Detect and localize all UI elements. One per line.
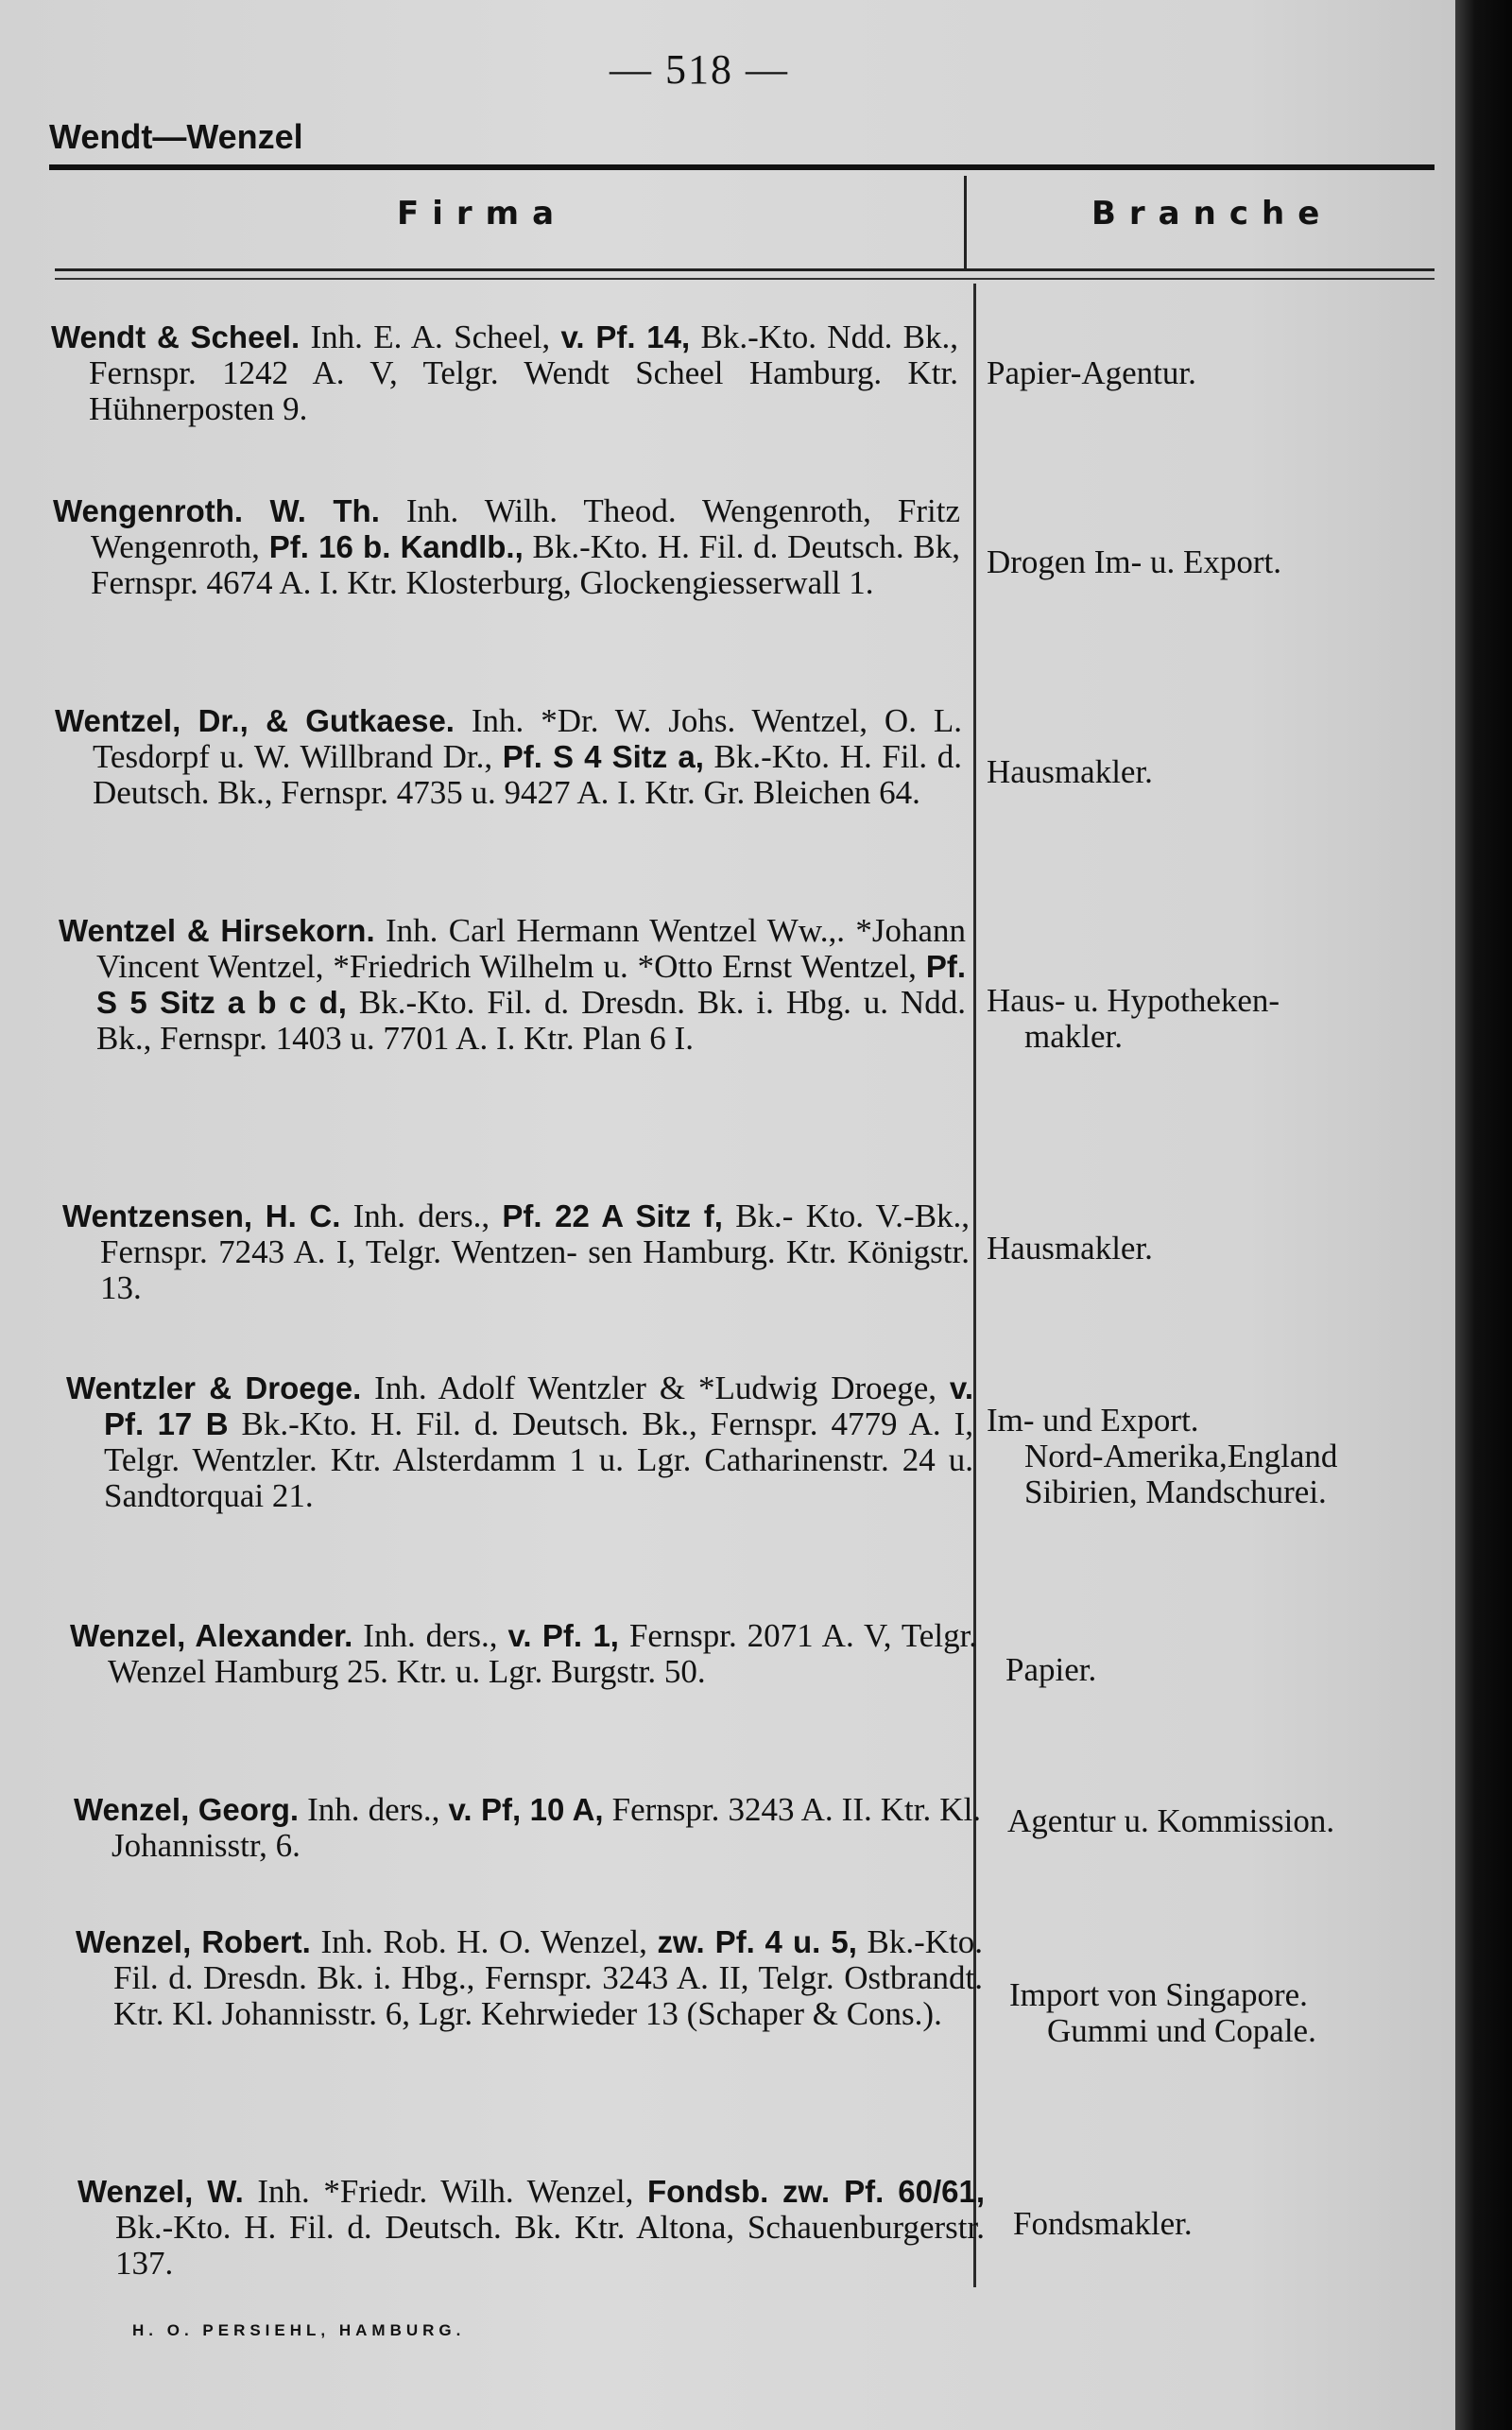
entry-firma: Wentzel, Dr., & Gutkaese. Inh. *Dr. W. Johs. Wentzel, O. L. Tesdorpf u. W. Willbrand Dr., Pf. S 4 Sitz a, Bk.-Kto. H. Fil. d. Deutsch. Bk., Fernspr. 4735 u. 9427 A. I. Ktr. Gr. Bleichen 64. <box>55 702 962 811</box>
header-rule <box>49 164 1435 170</box>
entry-firma: Wenzel, Robert. Inh. Rob. H. O. Wenzel, zw. Pf. 4 u. 5, Bk.-Kto. Fil. d. Dresdn. Bk. i. Hbg., Fernspr. 3243 A. II, Telgr. Ostbrandt. Ktr. Kl. Johannisstr. 6, Lgr. Kehrwieder 13 (Schaper & Cons.). <box>76 1923 984 2032</box>
firm-name: Wentzler & Droege. <box>66 1370 362 1405</box>
firm-name: Wenzel, Alexander. <box>70 1618 353 1653</box>
entry-firma: Wentzel & Hirsekorn. Inh. Carl Hermann Wentzel Ww.,. *Johann Vincent Wentzel, *Friedrich Wilhelm u. *Otto Ernst Wentzel, Pf. S 5 Sitz a b c d, Bk.-Kto. Fil. d. Dresdn. Bk. i. Hbg. u. Ndd. Bk., Fernspr. 1403 u. 7701 A. I. Ktr. Plan 6 I. <box>59 912 967 1057</box>
entry-branche: Hausmakler. <box>987 753 1153 790</box>
entry-branche: Papier. <box>1005 1651 1097 1688</box>
entry-branche: Hausmakler. <box>987 1230 1153 1267</box>
firm-name: Wenzel, Robert. <box>76 1924 311 1959</box>
column-header-firma: Firma <box>397 195 568 233</box>
entry-branche: Im- und Export. Nord-Amerika,England Sibirien, Mandschurei. <box>987 1402 1338 1510</box>
firm-name: Wengenroth. W. Th. <box>53 493 380 528</box>
entry-firma: Wenzel, Alexander. Inh. ders., v. Pf. 1, Fernspr. 2071 A. V, Telgr. Wenzel Hamburg 25. Ktr. u. Lgr. Burgstr. 50. <box>70 1617 978 1690</box>
entry-branche: Drogen Im- u. Export. <box>987 543 1282 580</box>
running-head: Wendt—Wenzel <box>49 117 303 156</box>
entry-firma: Wengenroth. W. Th. Inh. Wilh. Theod. Wengenroth, Fritz Wengenroth, Pf. 16 b. Kandlb., Bk.-Kto. H. Fil. d. Deutsch. Bk, Fernspr. 4674 A. I. Ktr. Klosterburg, Glockengiesserwall 1. <box>53 492 960 601</box>
entry-branche: Haus- u. Hypotheken- makler. <box>987 982 1280 1055</box>
entry-firma: Wenzel, Georg. Inh. ders., v. Pf, 10 A, Fernspr. 3243 A. II. Ktr. Kl. Johannisstr, 6. <box>74 1791 982 1864</box>
entry-branche: Agentur u. Kommission. <box>1007 1802 1335 1839</box>
firm-name: Wendt & Scheel. <box>51 319 301 354</box>
firm-name: Wentzensen, H. C. <box>62 1198 341 1233</box>
entry-firma: Wendt & Scheel. Inh. E. A. Scheel, v. Pf. 14, Bk.-Kto. Ndd. Bk., Fernspr. 1242 A. V, Telgr. Wendt Scheel Hamburg. Ktr. Hühnerposten 9. <box>51 319 959 427</box>
entry-branche: Fondsmakler. <box>1013 2205 1193 2242</box>
printer-imprint: H. O. PERSIEHL, HAMBURG. <box>132 2321 466 2339</box>
entry-firma: Wenzel, W. Inh. *Friedr. Wilh. Wenzel, Fondsb. zw. Pf. 60/61, Bk.-Kto. H. Fil. d. Deutsch. Bk. Ktr. Altona, Schauenburgerstr. 137. <box>77 2173 986 2282</box>
header-double-rule-bottom <box>55 278 1435 280</box>
page-number: — 518 — <box>610 46 789 93</box>
column-header-branche: Branche <box>1091 195 1333 233</box>
entry-firma: Wentzensen, H. C. Inh. ders., Pf. 22 A Sitz f, Bk.- Kto. V.-Bk., Fernspr. 7243 A. I, Telgr. Wentzen- sen Hamburg. Ktr. Königstr. 13. <box>62 1198 971 1306</box>
entry-branche: Import von Singapore. Gummi und Copale. <box>1009 1976 1316 2049</box>
entry-firma: Wentzler & Droege. Inh. Adolf Wentzler & *Ludwig Droege, v. Pf. 17 B Bk.-Kto. H. Fil. d. Deutsch. Bk., Fernspr. 4779 A. I, Telgr. Wentzler. Ktr. Alsterdamm 1 u. Lgr. Catharinenstr. 24 u. Sandtorquai 21. <box>66 1370 974 1514</box>
firm-name: Wentzel & Hirsekorn. <box>59 913 375 948</box>
page-edge-shadow <box>1455 0 1512 2430</box>
firm-name: Wenzel, W. <box>77 2174 244 2209</box>
firm-name: Wentzel, Dr., & Gutkaese. <box>55 703 455 738</box>
entry-branche: Papier-Agentur. <box>987 354 1196 391</box>
firm-name: Wenzel, Georg. <box>74 1792 300 1827</box>
header-double-rule-top <box>55 268 1435 271</box>
header-column-divider <box>964 176 967 270</box>
